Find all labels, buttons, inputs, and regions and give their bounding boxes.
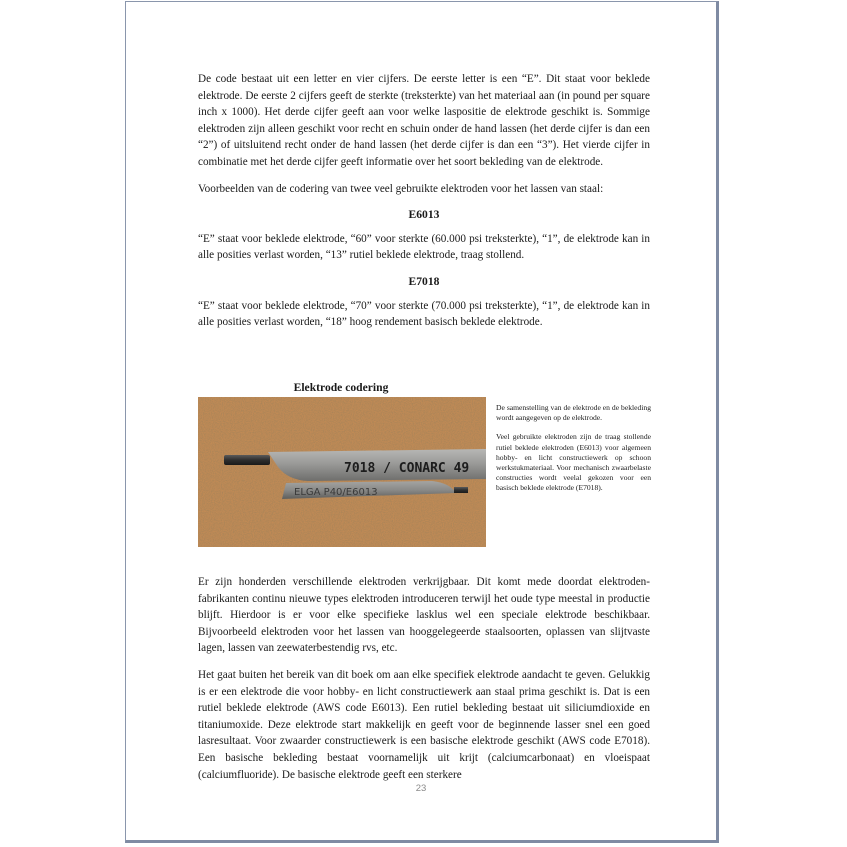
body-text-bottom — [198, 574, 650, 793]
electrode-top — [268, 449, 486, 481]
electrode-label-top: 7018 / CONARC 49 — [344, 461, 470, 476]
electrode-photo — [198, 397, 486, 547]
heading-e7018: E7018 — [408, 274, 440, 288]
heading-e6013: E6013 — [408, 208, 440, 222]
figure-title: Elektrode codering — [293, 381, 389, 394]
paragraph-examples-intro: Voorbeelden van de codering van twee veel gebruikte elektroden voor het lassen van staal: — [198, 182, 604, 195]
paragraph-e6013: “E” staat voor beklede elektrode, “60” voor sterkte (60.000 psi treksterkte), “1”, de elektrode kan in alle posities verlast worden, “13” rutiel beklede elektrode, traag stollend. — [198, 232, 650, 262]
figure-electrode-coding — [198, 381, 656, 551]
electrode-label-bottom: ELGA P40/E6013 — [294, 487, 378, 498]
body-text-top — [198, 71, 650, 341]
caption-usage: Veel gebruikte elektroden zijn de traag stollende rutiel beklede elektroden (E6013) voor algemeen hobby- en licht constructiewerk op schoon werkstukmateriaal. Voor mechanisch zwaarbelaste constructies wordt veelal gekozen voor een basisch beklede elektrode (E7018). — [496, 432, 651, 493]
steel-rod-tip — [224, 455, 270, 465]
paragraph-variety: Er zijn honderden verschillende elektroden verkrijgbaar. Dit komt mede doordat elektroden-fabrikanten continu nieuwe types elektroden introduceren terwijl het oude type meestal in productie blijft. Hierdoor is er voor elke specifieke lasklus wel een speciale elektrode beschikbaar. Bijvoorbeeld elektroden voor het lassen van hooggelegeerde staalsoorten, oplassen van slijtvaste lagen, lassen van zeewaterbestendig rvs, etc. — [198, 576, 650, 655]
document-page — [125, 1, 719, 843]
caption-composition: De samenstelling van de elektrode en de bekleding wordt aangegeven op de elektrode. — [496, 403, 651, 423]
paragraph-scope: Het gaat buiten het bereik van dit boek om aan elke specifiek elektrode aandacht te geven. Gelukkig is er een elektrode die voor hobby- en licht constructiewerk aan staal prima geschikt is. Dat is een rutiel beklede elektrode (AWS code E6013). Een rutiel bekleding bestaat uit siliciumdioxide en titaniumoxide. Deze elektrode start makkelijk en geeft voor de beginnende lasser snel een goed lasresultaat. Voor zwaarder constructiewerk is een basische elektrode geschikt (AWS code E7018). Een basische bekleding bestaat voornamelijk uit krijt (calciumcarbonaat) en vloeispaat (calciumfluoride). De basische elektrode geeft een sterkere — [198, 668, 650, 781]
page-number: 23 — [415, 783, 427, 794]
figure-caption — [496, 403, 651, 503]
paragraph-e7018: “E” staat voor beklede elektrode, “70” voor sterkte (70.000 psi treksterkte), “1”, de elektrode kan in alle posities verlast worden, “18” hoog rendement basisch beklede elektrode. — [198, 299, 650, 329]
paragraph-code-explanation: De code bestaat uit een letter en vier cijfers. De eerste letter is een “E”. Dit staat voor beklede elektrode. De eerste 2 cijfers geeft de sterkte (treksterkte) van het materiaal aan (in pound per square inch x 1000). Het derde cijfer geeft aan voor welke laspositie de elektrode geschikt is. Sommige elektroden zijn alleen geschikt voor recht en schuin onder de hand lassen (het derde cijfer is dan een “2”) of uitsluitend recht onder de hand lassen (het derde cijfer is dan een “3”). Het vierde cijfer in combinatie met het derde cijfer geeft informatie over het soort bekleding van de elektrode. — [198, 73, 650, 168]
